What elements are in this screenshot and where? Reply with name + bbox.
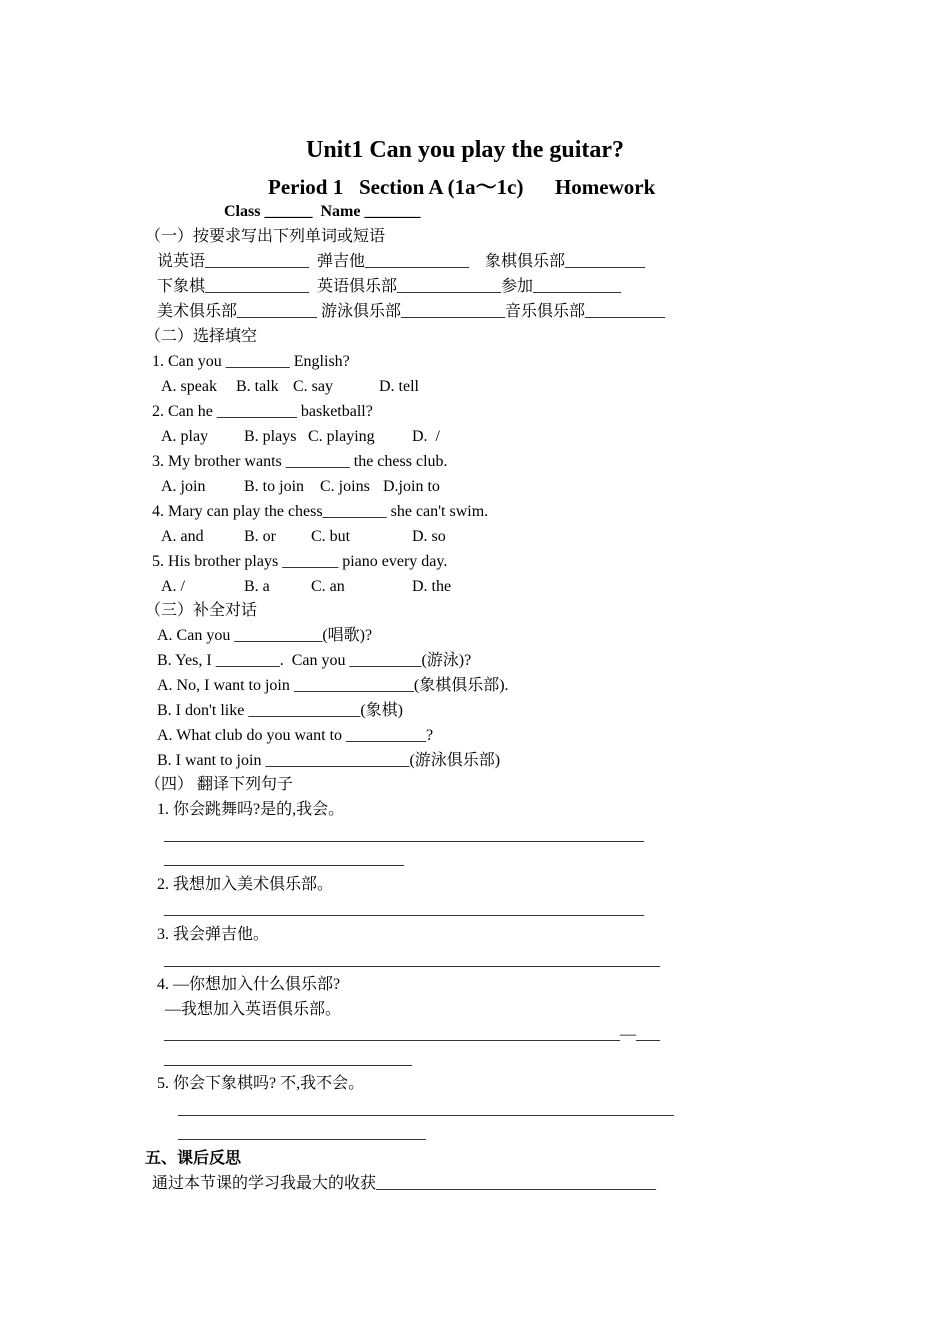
option: B. talk <box>236 378 279 395</box>
translate-item-5: 5. 你会下象棋吗? 不,我不会。 <box>157 1075 365 1092</box>
option: B. a <box>244 578 270 595</box>
option: A. and <box>161 528 204 545</box>
dialogue-line: B. I don't like ______________(象棋) <box>157 702 403 719</box>
option: C. playing <box>308 428 375 445</box>
option: C. an <box>311 578 345 595</box>
part1-line: 说英语_____________ 弹吉他_____________ 象棋俱乐部__________ <box>157 253 646 270</box>
option: A. play <box>161 428 209 445</box>
translate-item-2: 2. 我想加入美术俱乐部。 <box>157 876 334 893</box>
answer-line: ____________________________________________________________ <box>164 901 644 918</box>
answer-line: ______________________________________________________________ <box>178 1101 674 1118</box>
dialogue-line: A. Can you ___________(唱歌)? <box>157 627 373 644</box>
option: A. join <box>161 478 206 495</box>
question-2: 2. Can he __________ basketball? <box>152 403 373 420</box>
answer-line: _______________________________ <box>178 1125 426 1142</box>
option: D. / <box>412 428 440 445</box>
question-3: 3. My brother wants ________ the chess club. <box>152 453 448 470</box>
class-name-line: Class ______ Name _______ <box>224 203 421 220</box>
option: A. / <box>161 578 185 595</box>
question-4: 4. Mary can play the chess________ she can't swim. <box>152 503 489 520</box>
answer-line: ______________________________________________________________ <box>164 952 660 969</box>
option: B. plays <box>244 428 297 445</box>
dialogue-line: B. Yes, I ________. Can you _________(游泳)? <box>157 652 472 669</box>
option: C. joins <box>320 478 370 495</box>
option: C. say <box>293 378 333 395</box>
answer-line: _______________________________ <box>164 1051 412 1068</box>
option: A. speak <box>161 378 217 395</box>
period-subtitle: Period 1 Section A (1a～1c) Homework <box>268 175 656 199</box>
dialogue-line: B. I want to join __________________(游泳俱乐部) <box>157 752 501 769</box>
option: D. tell <box>379 378 419 395</box>
answer-line: _________________________________________________________—___ <box>164 1026 660 1043</box>
dialogue-line: A. What club do you want to __________? <box>157 727 434 744</box>
answer-line: ____________________________________________________________ <box>164 827 644 844</box>
answer-line: ______________________________ <box>164 851 404 868</box>
question-1: 1. Can you ________ English? <box>152 353 350 370</box>
dialogue-line: A. No, I want to join _______________(象棋俱乐部). <box>157 677 509 694</box>
translate-item-1: 1. 你会跳舞吗?是的,我会。 <box>157 801 345 818</box>
option: D. the <box>412 578 452 595</box>
part4-heading: （四） 翻译下列句子 <box>145 776 294 793</box>
translate-item-4: 4. —你想加入什么俱乐部? <box>157 976 341 993</box>
part1-line: 下象棋_____________ 英语俱乐部_____________参加___________ <box>157 278 622 295</box>
part3-heading: （三）补全对话 <box>145 602 258 619</box>
translate-item-4-reply: —我想加入英语俱乐部。 <box>165 1001 342 1018</box>
question-5: 5. His brother plays _______ piano every day. <box>152 553 448 570</box>
option: C. but <box>311 528 351 545</box>
part2-heading: （二）选择填空 <box>145 328 258 345</box>
option: D.join to <box>383 478 440 495</box>
part1-heading: （一）按要求写出下列单词或短语 <box>145 228 386 245</box>
page-title: Unit1 Can you play the guitar? <box>306 137 625 163</box>
part1-line: 美术俱乐部__________ 游泳俱乐部_____________音乐俱乐部__________ <box>157 303 666 320</box>
reflection-line: 通过本节课的学习我最大的收获___________________________________ <box>152 1175 657 1192</box>
translate-item-3: 3. 我会弹吉他。 <box>157 926 270 943</box>
option: B. or <box>244 528 276 545</box>
option: D. so <box>412 528 446 545</box>
part5-heading: 五、课后反思 <box>145 1150 242 1167</box>
option: B. to join <box>244 478 305 495</box>
